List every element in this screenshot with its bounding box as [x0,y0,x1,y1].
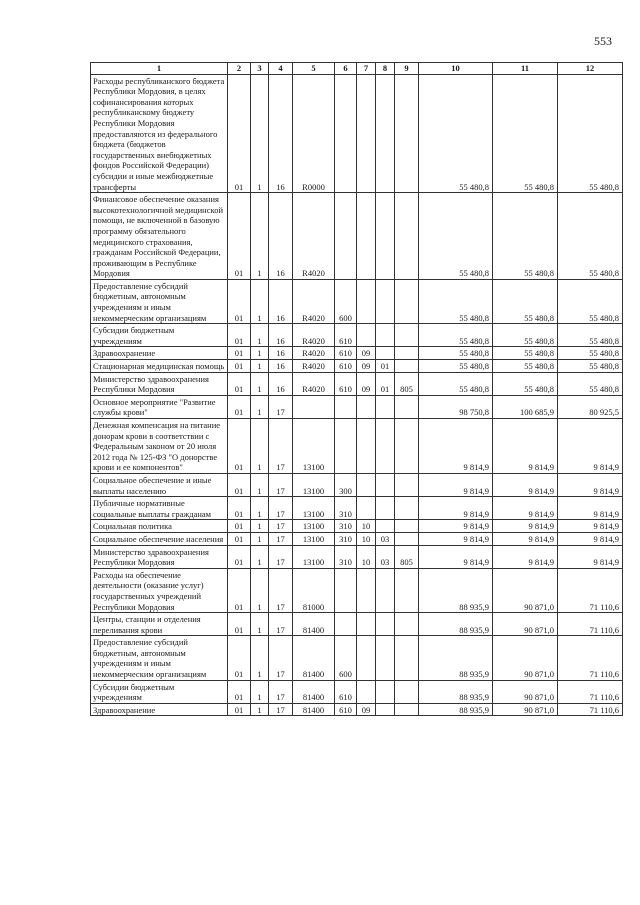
code-col-3: 1 [251,324,269,347]
amount-col-12: 9 814,9 [558,520,623,533]
code-col-8 [376,419,395,474]
amount-col-10: 9 814,9 [419,532,493,545]
table-row [91,395,623,418]
amount-col-12: 55 480,8 [558,74,623,193]
amount-col-11: 55 480,8 [493,360,558,373]
amount-col-10: 55 480,8 [419,193,493,280]
amount-col-12: 71 110,6 [558,613,623,636]
code-col-5: R4020 [293,324,335,347]
amount-col-11: 9 814,9 [493,419,558,474]
column-header: 8 [376,63,395,75]
code-col-5: R4020 [293,372,335,395]
column-header: 6 [335,63,357,75]
code-col-5: 81400 [293,680,335,703]
table-row [91,497,623,520]
amount-col-12: 9 814,9 [558,419,623,474]
code-col-4: 17 [269,703,293,716]
table-row [91,193,623,280]
code-col-8 [376,680,395,703]
table-row [91,520,623,533]
table-row [91,324,623,347]
code-col-8: 01 [376,360,395,373]
code-col-3: 1 [251,613,269,636]
code-col-6: 600 [335,279,357,323]
code-col-4: 16 [269,74,293,193]
table-row [91,545,623,568]
code-col-8: 01 [376,372,395,395]
table-row [91,347,623,360]
amount-col-12: 55 480,8 [558,360,623,373]
code-col-9 [395,419,419,474]
code-col-9 [395,193,419,280]
code-col-4: 17 [269,419,293,474]
code-col-2: 01 [228,360,251,373]
column-header: 11 [493,63,558,75]
table-row [91,372,623,395]
code-col-6: 610 [335,360,357,373]
code-col-2: 01 [228,372,251,395]
code-col-5: 13100 [293,419,335,474]
amount-col-11: 9 814,9 [493,532,558,545]
code-col-5: R4020 [293,279,335,323]
code-col-9 [395,347,419,360]
code-col-2: 01 [228,473,251,496]
amount-col-10: 88 935,9 [419,568,493,612]
code-col-8 [376,279,395,323]
code-col-3: 1 [251,395,269,418]
amount-col-11: 100 685,9 [493,395,558,418]
code-col-4: 17 [269,613,293,636]
row-label: Расходы на обеспечение деятельности (оказание услуг) государственных учреждений Республики Мордовия [91,568,228,612]
code-col-6 [335,193,357,280]
code-col-8 [376,497,395,520]
code-col-3: 1 [251,193,269,280]
table-row [91,613,623,636]
amount-col-10: 88 935,9 [419,703,493,716]
code-col-4: 16 [269,193,293,280]
table-row [91,636,623,680]
amount-col-12: 71 110,6 [558,680,623,703]
amount-col-12: 55 480,8 [558,193,623,280]
code-col-6: 300 [335,473,357,496]
code-col-6: 310 [335,497,357,520]
code-col-4: 16 [269,360,293,373]
code-col-8 [376,74,395,193]
row-label: Предоставление субсидий бюджетным, автономным учреждениям и иным некоммерческим организациям [91,636,228,680]
code-col-9 [395,74,419,193]
code-col-3: 1 [251,372,269,395]
column-header: 10 [419,63,493,75]
amount-col-11: 9 814,9 [493,520,558,533]
column-header: 9 [395,63,419,75]
code-col-6: 310 [335,520,357,533]
code-col-5: 81400 [293,636,335,680]
amount-col-11: 9 814,9 [493,545,558,568]
amount-col-12: 9 814,9 [558,497,623,520]
amount-col-12: 55 480,8 [558,324,623,347]
table-row [91,568,623,612]
amount-col-10: 9 814,9 [419,545,493,568]
amount-col-11: 90 871,0 [493,636,558,680]
code-col-6 [335,395,357,418]
code-col-8 [376,193,395,280]
code-col-7 [357,568,376,612]
column-header: 4 [269,63,293,75]
row-label: Расходы республиканского бюджета Республики Мордовия, в целях софинансирования которых республиканскому бюджету Республики Мордовия предоставляются из федерального бюджета (бюджетов государственных внебюджетных фондов Российской Федерации) субсидии и иные межбюджетные трансферты [91,74,228,193]
code-col-2: 01 [228,532,251,545]
column-header: 1 [91,63,228,75]
code-col-5: R4020 [293,360,335,373]
table-row [91,680,623,703]
amount-col-10: 88 935,9 [419,680,493,703]
code-col-3: 1 [251,703,269,716]
amount-col-12: 71 110,6 [558,703,623,716]
code-col-3: 1 [251,680,269,703]
table-row [91,74,623,193]
code-col-4: 16 [269,279,293,323]
code-col-5: R4020 [293,347,335,360]
row-label: Здравоохранение [91,703,228,716]
amount-col-10: 9 814,9 [419,497,493,520]
amount-col-10: 55 480,8 [419,324,493,347]
code-col-9 [395,473,419,496]
amount-col-11: 90 871,0 [493,613,558,636]
code-col-9 [395,532,419,545]
row-label: Основное мероприятие "Развитие службы крови" [91,395,228,418]
code-col-7 [357,497,376,520]
code-col-7: 10 [357,532,376,545]
amount-col-11: 9 814,9 [493,473,558,496]
code-col-2: 01 [228,347,251,360]
code-col-7 [357,193,376,280]
amount-col-12: 80 925,5 [558,395,623,418]
row-label: Социальное обеспечение населения [91,532,228,545]
code-col-7 [357,279,376,323]
amount-col-12: 9 814,9 [558,473,623,496]
amount-col-11: 55 480,8 [493,347,558,360]
code-col-8: 03 [376,532,395,545]
code-col-8 [376,568,395,612]
code-col-8 [376,395,395,418]
code-col-5: 13100 [293,545,335,568]
code-col-2: 01 [228,568,251,612]
row-label: Центры, станции и отделения переливания крови [91,613,228,636]
row-label: Социальное обеспечение и иные выплаты населению [91,473,228,496]
code-col-5: 13100 [293,497,335,520]
code-col-6: 610 [335,324,357,347]
code-col-2: 01 [228,419,251,474]
table-row [91,279,623,323]
amount-col-10: 9 814,9 [419,419,493,474]
table-row [91,360,623,373]
amount-col-12: 71 110,6 [558,568,623,612]
code-col-7 [357,74,376,193]
code-col-4: 17 [269,636,293,680]
budget-table [90,62,623,716]
row-label: Стационарная медицинская помощь [91,360,228,373]
amount-col-12: 55 480,8 [558,347,623,360]
code-col-6 [335,568,357,612]
row-label: Здравоохранение [91,347,228,360]
amount-col-12: 9 814,9 [558,532,623,545]
code-col-6 [335,613,357,636]
code-col-7: 09 [357,703,376,716]
code-col-8 [376,613,395,636]
row-label: Министерство здравоохранения Республики Мордовия [91,372,228,395]
code-col-7: 10 [357,545,376,568]
code-col-3: 1 [251,279,269,323]
amount-col-12: 71 110,6 [558,636,623,680]
table-body [91,74,623,716]
code-col-2: 01 [228,680,251,703]
code-col-4: 16 [269,372,293,395]
code-col-5: 13100 [293,532,335,545]
code-col-6: 600 [335,636,357,680]
row-label: Социальная политика [91,520,228,533]
code-col-3: 1 [251,568,269,612]
code-col-6: 610 [335,372,357,395]
column-header: 7 [357,63,376,75]
code-col-9 [395,636,419,680]
row-label: Субсидии бюджетным учреждениям [91,324,228,347]
code-col-7: 09 [357,372,376,395]
code-col-6 [335,419,357,474]
row-label: Публичные нормативные социальные выплаты гражданам [91,497,228,520]
code-col-3: 1 [251,419,269,474]
code-col-5: 13100 [293,520,335,533]
code-col-7 [357,613,376,636]
code-col-5: 81400 [293,703,335,716]
row-label: Субсидии бюджетным учреждениям [91,680,228,703]
code-col-9 [395,279,419,323]
code-col-3: 1 [251,636,269,680]
code-col-7 [357,680,376,703]
amount-col-11: 55 480,8 [493,324,558,347]
amount-col-12: 55 480,8 [558,279,623,323]
code-col-7 [357,473,376,496]
code-col-8 [376,347,395,360]
code-col-2: 01 [228,613,251,636]
code-col-8 [376,636,395,680]
code-col-4: 17 [269,568,293,612]
amount-col-10: 9 814,9 [419,520,493,533]
code-col-2: 01 [228,279,251,323]
code-col-5 [293,395,335,418]
code-col-3: 1 [251,532,269,545]
code-col-4: 16 [269,347,293,360]
amount-col-11: 90 871,0 [493,568,558,612]
code-col-2: 01 [228,74,251,193]
code-col-3: 1 [251,520,269,533]
code-col-5: 13100 [293,473,335,496]
code-col-4: 17 [269,520,293,533]
code-col-4: 17 [269,545,293,568]
amount-col-12: 9 814,9 [558,545,623,568]
amount-col-11: 55 480,8 [493,372,558,395]
amount-col-10: 88 935,9 [419,636,493,680]
code-col-7: 10 [357,520,376,533]
code-col-3: 1 [251,473,269,496]
code-col-6: 310 [335,532,357,545]
code-col-2: 01 [228,703,251,716]
code-col-7 [357,395,376,418]
code-col-2: 01 [228,545,251,568]
amount-col-10: 55 480,8 [419,279,493,323]
code-col-5: R0000 [293,74,335,193]
amount-col-10: 9 814,9 [419,473,493,496]
column-header: 3 [251,63,269,75]
code-col-3: 1 [251,360,269,373]
table-row [91,703,623,716]
code-col-9 [395,360,419,373]
code-col-9 [395,680,419,703]
code-col-7: 09 [357,360,376,373]
code-col-8 [376,324,395,347]
column-header: 5 [293,63,335,75]
amount-col-11: 55 480,8 [493,74,558,193]
code-col-9 [395,613,419,636]
amount-col-11: 90 871,0 [493,703,558,716]
table-row [91,419,623,474]
code-col-8 [376,520,395,533]
code-col-2: 01 [228,520,251,533]
amount-col-10: 55 480,8 [419,74,493,193]
table-row [91,473,623,496]
header-row [91,63,623,75]
code-col-2: 01 [228,636,251,680]
code-col-4: 17 [269,680,293,703]
code-col-6: 610 [335,703,357,716]
code-col-6 [335,74,357,193]
row-label: Финансовое обеспечение оказания высокотехнологичной медицинской помощи, не включенной в базовую программу обязательного медицинского страхования, гражданам Российской Федерации, проживающим в Республике Мордовия [91,193,228,280]
code-col-3: 1 [251,347,269,360]
code-col-9 [395,520,419,533]
code-col-5: R4020 [293,193,335,280]
amount-col-10: 55 480,8 [419,347,493,360]
code-col-9 [395,395,419,418]
amount-col-10: 88 935,9 [419,613,493,636]
row-label: Денежная компенсация на питание донорам крови в соответствии с Федеральным законом от 20 июля 2012 года № 125-ФЗ "О донорстве крови и ее компонентов" [91,419,228,474]
table-row [91,532,623,545]
amount-col-10: 98 750,8 [419,395,493,418]
amount-col-10: 55 480,8 [419,360,493,373]
code-col-6: 610 [335,680,357,703]
code-col-8 [376,703,395,716]
code-col-9: 805 [395,545,419,568]
page-number: 553 [594,34,612,48]
amount-col-11: 55 480,8 [493,193,558,280]
code-col-7 [357,636,376,680]
row-label: Предоставление субсидий бюджетным, автономным учреждениям и иным некоммерческим организациям [91,279,228,323]
amount-col-11: 90 871,0 [493,680,558,703]
code-col-7: 09 [357,347,376,360]
code-col-2: 01 [228,193,251,280]
row-label: Министерство здравоохранения Республики Мордовия [91,545,228,568]
code-col-4: 17 [269,395,293,418]
code-col-6: 610 [335,347,357,360]
code-col-3: 1 [251,545,269,568]
amount-col-11: 9 814,9 [493,497,558,520]
code-col-5: 81400 [293,613,335,636]
code-col-9 [395,568,419,612]
amount-col-12: 55 480,8 [558,372,623,395]
code-col-2: 01 [228,497,251,520]
code-col-7 [357,324,376,347]
code-col-9 [395,324,419,347]
code-col-2: 01 [228,324,251,347]
amount-col-11: 55 480,8 [493,279,558,323]
code-col-9 [395,497,419,520]
code-col-5: 81000 [293,568,335,612]
code-col-9 [395,703,419,716]
code-col-4: 17 [269,473,293,496]
code-col-8: 03 [376,545,395,568]
code-col-9: 805 [395,372,419,395]
column-header: 2 [228,63,251,75]
code-col-2: 01 [228,395,251,418]
code-col-6: 310 [335,545,357,568]
code-col-4: 17 [269,532,293,545]
code-col-3: 1 [251,74,269,193]
code-col-8 [376,473,395,496]
code-col-4: 17 [269,497,293,520]
code-col-3: 1 [251,497,269,520]
code-col-4: 16 [269,324,293,347]
code-col-7 [357,419,376,474]
amount-col-10: 55 480,8 [419,372,493,395]
column-header: 12 [558,63,623,75]
